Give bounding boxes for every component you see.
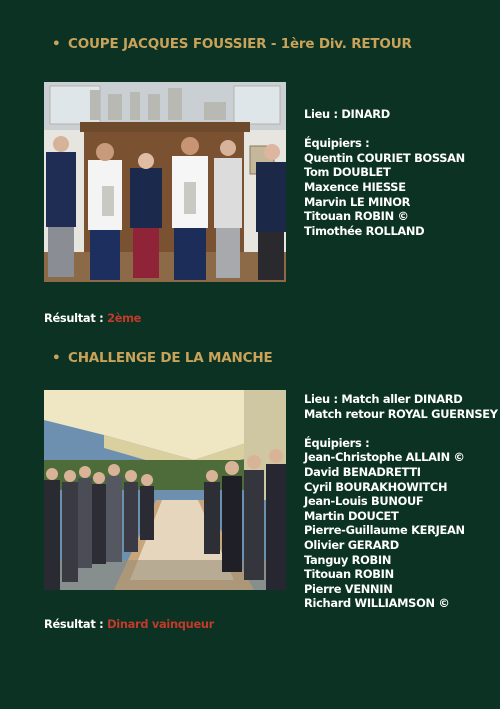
player-10: Pierre VENNIN <box>304 581 393 596</box>
section1-info <box>304 107 465 238</box>
result-line-2 <box>44 617 214 631</box>
player-6: Timothée ROLLAND <box>304 223 425 238</box>
player-5: Titouan ROBIN © <box>304 209 409 224</box>
player-2: David BENADRETTI <box>304 464 421 479</box>
result-label: Résultat : <box>44 311 108 325</box>
lieu-line <box>304 392 498 407</box>
retour-label: Match retour <box>304 406 388 421</box>
lieu-label: Lieu : <box>304 107 342 121</box>
bullet-icon: • <box>52 350 61 366</box>
result-value: Dinard vainqueur <box>107 617 214 631</box>
section-title-challenge <box>52 350 272 366</box>
section-title-coupe <box>52 36 412 52</box>
player-9: Titouan ROBIN <box>304 567 394 582</box>
player-3: Cyril BOURAKHOWITCH <box>304 479 448 494</box>
player-8: Tanguy ROBIN <box>304 552 392 567</box>
equipiers-label: Équipiers : <box>304 136 370 151</box>
result-line-1 <box>44 311 141 325</box>
player-1: Quentin COURIET BOSSAN <box>304 150 465 165</box>
team-photo-dinner <box>44 390 286 590</box>
retour-line <box>304 407 498 422</box>
lieu-label: Lieu : Match aller <box>304 392 414 406</box>
player-3: Maxence HIESSE <box>304 179 406 194</box>
section-title-text: COUPE JACQUES FOUSSIER - 1ère Div. RETOUR <box>68 36 412 52</box>
retour-value: ROYAL GUERNSEY <box>387 406 498 421</box>
lieu-line <box>304 107 465 122</box>
bullet-icon: • <box>52 36 61 52</box>
equipiers-label: Équipiers : <box>304 435 370 450</box>
player-6: Pierre-Guillaume KERJEAN <box>304 523 465 538</box>
player-1: Jean-Christophe ALLAIN © <box>304 450 465 465</box>
section2-info <box>304 392 498 611</box>
result-label: Résultat : <box>44 617 108 631</box>
player-7: Olivier GERARD <box>304 537 399 552</box>
result-value: 2ème <box>107 311 142 325</box>
lieu-value: DINARD <box>413 392 463 406</box>
section-title-text: CHALLENGE DE LA MANCHE <box>68 350 273 366</box>
player-11: Richard WILLIAMSON © <box>304 596 450 611</box>
player-4: Marvin LE MINOR <box>304 194 411 209</box>
team-photo-trophies <box>44 82 286 282</box>
player-4: Jean-Louis BUNOUF <box>304 494 424 509</box>
player-2: Tom DOUBLET <box>304 165 391 180</box>
player-5: Martin DOUCET <box>304 508 399 523</box>
lieu-value: DINARD <box>341 107 390 121</box>
